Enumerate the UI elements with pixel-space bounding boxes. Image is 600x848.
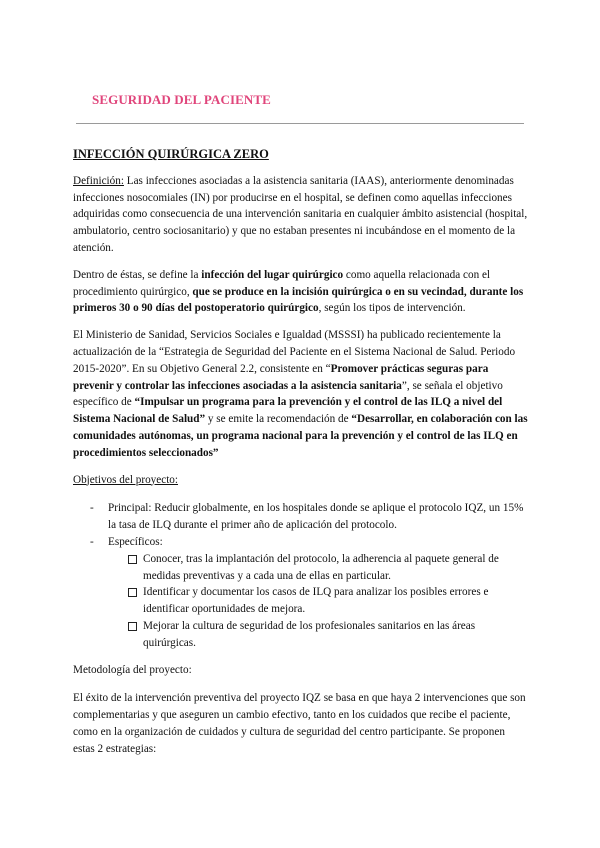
document-body xyxy=(73,146,528,768)
list-item xyxy=(73,534,528,551)
objectives-heading: Objetivos del proyecto: xyxy=(73,473,179,486)
methodology-paragraph: El éxito de la intervención preventiva del proyecto IQZ se basa en que haya 2 intervenciones que son complementarias y que aseguren un cambio efectivo, tanto en los cuidados que recibe el paciente, como en la organización de cuidados y cultura de seguridad del centro participante. Se proponen estas 2 estrategias: xyxy=(73,692,526,755)
bold-run: “Desarrollar, en colaboración con las comunidades autónomas, un programa nacional para la prevención y el control de las ILQ en procedimientos seleccionados” xyxy=(73,413,528,459)
specific-objective: Identificar y documentar los casos de ILQ para analizar los posibles errores e identificar oportunidades de mejora. xyxy=(143,586,489,616)
specific-objectives-list xyxy=(73,551,528,652)
text-run: , según los tipos de intervención. xyxy=(318,302,466,315)
text-run: Dentro de éstas, se define la xyxy=(73,268,202,281)
specific-objectives-label: Específicos: xyxy=(108,535,163,548)
ministry-paragraph xyxy=(73,327,528,461)
page-header-title: SEGURIDAD DEL PACIENTE xyxy=(92,92,271,107)
bold-run: “Impulsar un programa para la prevención y el control de las ILQ a nivel del Sistema Nacional de Salud” xyxy=(73,396,503,426)
definition-paragraph xyxy=(73,173,528,257)
methodology-heading: Metodología del proyecto: xyxy=(73,663,192,676)
definition-text: Las infecciones asociadas a la asistencia sanitaria (IAAS), anteriormente denominadas infecciones nosocomiales (IN) por producirse en el hospital, se definen como aquellas infecciones adquiridas como consecuencia de una intervención sanitaria en cualquier ámbito asistencial (hospital, ambulatorio, centro sociosanitario) y que no estaban presentes ni incubándose en el momento de la atención. xyxy=(73,174,528,254)
ilq-definition-paragraph xyxy=(73,267,528,317)
dash-bullet: - xyxy=(90,535,94,548)
text-run: ”, se señala el objetivo específico de xyxy=(73,379,503,409)
objectives-list xyxy=(73,500,528,651)
bold-run: Promover prácticas seguras para prevenir y controlar las infecciones asociadas a la asistencia sanitaria xyxy=(73,362,489,392)
dash-bullet: - xyxy=(90,502,94,515)
text-run: El Ministerio de Sanidad, Servicios Sociales e Igualdad (MSSSI) ha publicado recientemente la actualización de la “Estrategia de Seguridad del Paciente en el Sistema Nacional de Salud. Periodo 2015-2020”. En su Objetivo General 2.2, consistente en “ xyxy=(73,329,516,375)
header-divider xyxy=(76,123,524,124)
checkbox-bullet-icon xyxy=(128,622,137,631)
definition-label: Definición: xyxy=(73,174,124,187)
checkbox-bullet-icon xyxy=(128,588,137,597)
text-run: y se emite la recomendación de xyxy=(205,413,352,426)
list-item xyxy=(73,618,528,652)
bold-run: infección del lugar quirúrgico xyxy=(201,268,344,281)
text-run: como aquella relacionada con el procedimiento quirúrgico, xyxy=(73,268,491,298)
checkbox-bullet-icon xyxy=(128,555,137,564)
principal-objective: Principal: Reducir globalmente, en los hospitales donde se aplique el protocolo IQZ, un 15% la tasa de ILQ durante el primer año de aplicación del protocolo. xyxy=(108,502,524,532)
list-item xyxy=(73,551,528,585)
list-item xyxy=(73,584,528,618)
bold-run: que se produce en la incisión quirúrgica o en su vecindad, durante los primeros 30 o 90 días del postoperatorio quirúrgico xyxy=(73,285,524,315)
specific-objective: Conocer, tras la implantación del protocolo, la adherencia al paquete general de medidas preventivas y a cada una de ellas en particular. xyxy=(143,552,499,582)
section-title: INFECCIÓN QUIRÚRGICA ZERO xyxy=(73,147,269,161)
list-item xyxy=(73,500,528,534)
specific-objective: Mejorar la cultura de seguridad de los profesionales sanitarios en las áreas quirúrgicas. xyxy=(143,619,476,649)
